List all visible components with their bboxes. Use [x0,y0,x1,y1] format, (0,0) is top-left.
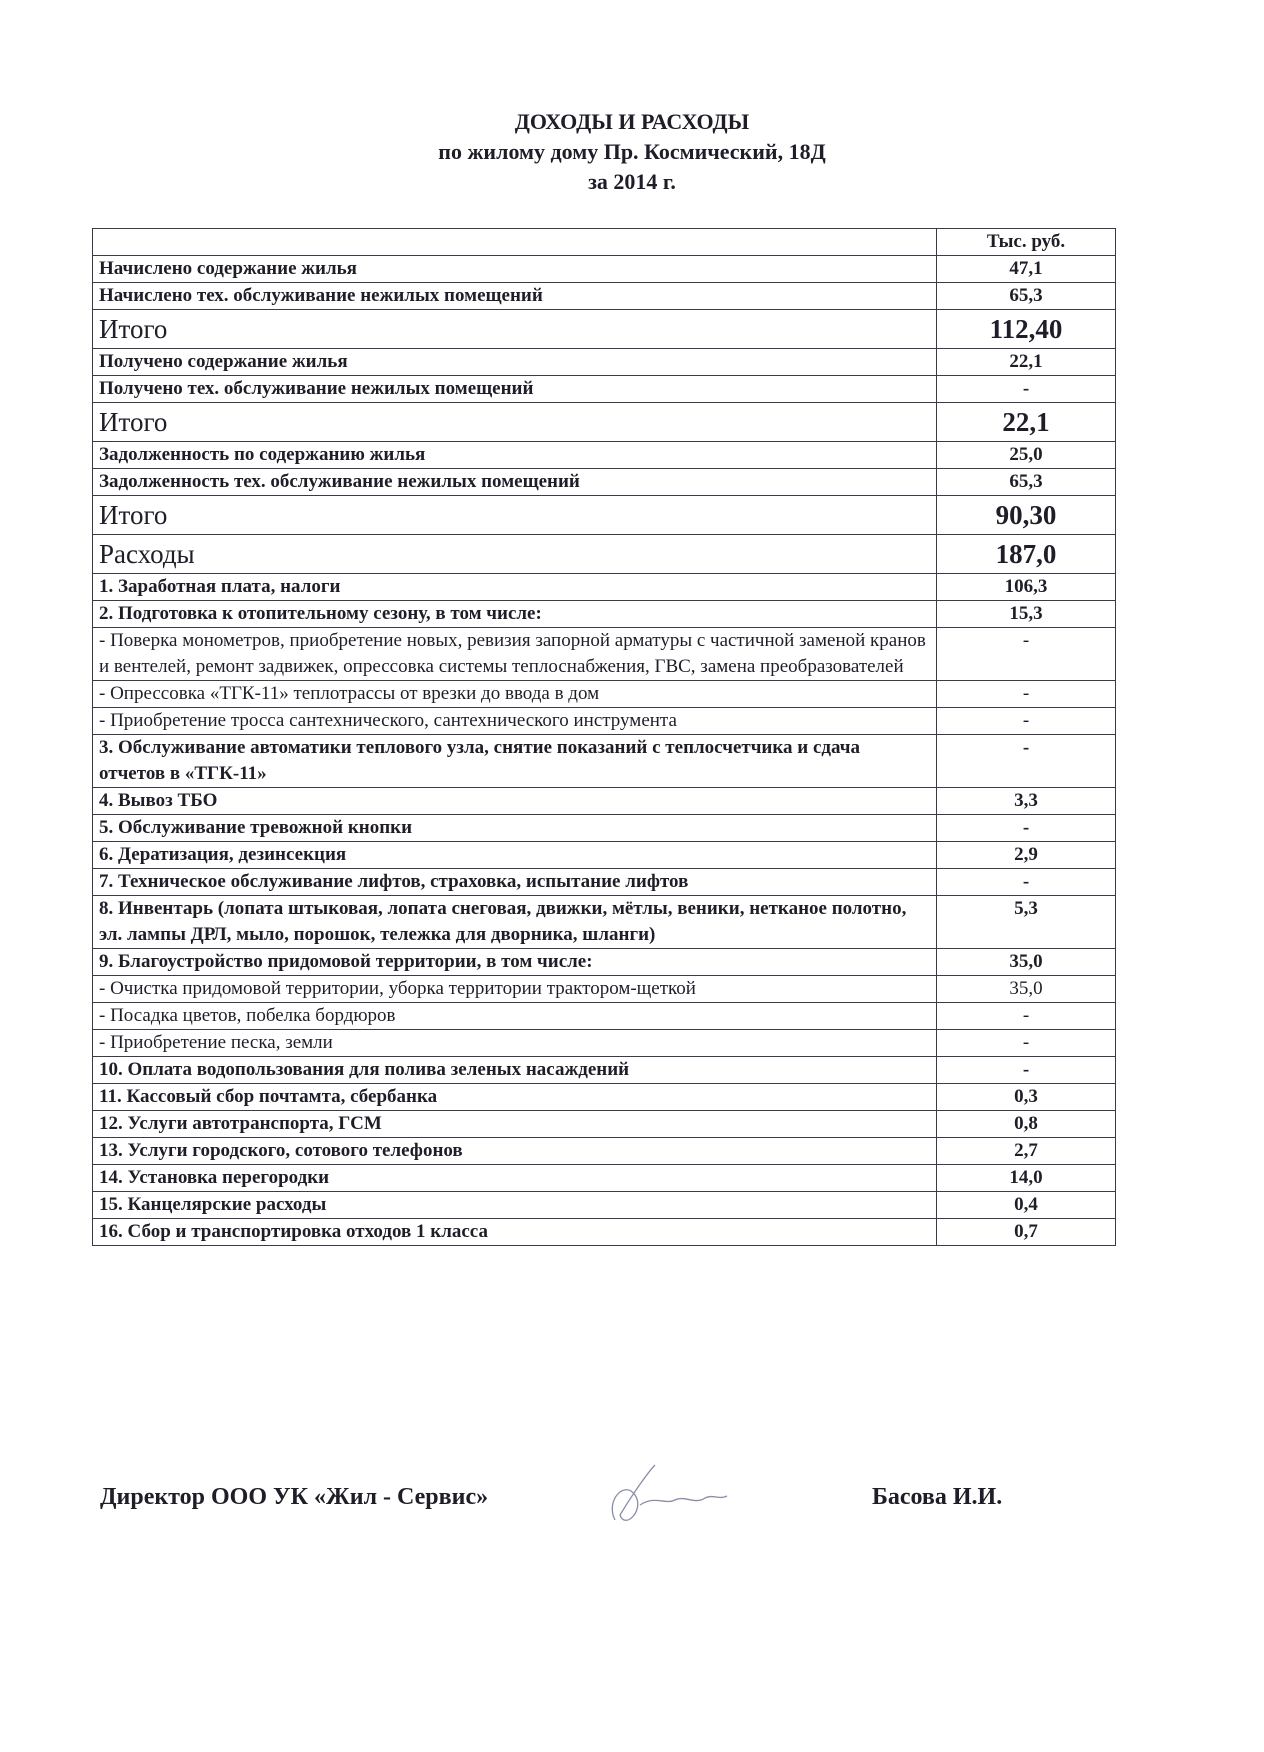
table-row [93,442,1116,469]
row-label: 6. Дератизация, дезинсекция [93,842,937,869]
table-row [93,1003,1116,1030]
table-row [93,574,1116,601]
row-label: Получено тех. обслуживание нежилых помещений [93,376,937,403]
row-value: - [937,1057,1116,1084]
table-row [93,1219,1116,1246]
row-label: Получено содержание жилья [93,349,937,376]
table-row [93,628,1116,681]
table-row [93,815,1116,842]
row-label: 16. Сбор и транспортировка отходов 1 класса [93,1219,937,1246]
row-label: 4. Вывоз ТБО [93,788,937,815]
row-label: - Приобретение песка, земли [93,1030,937,1057]
row-label: 2. Подготовка к отопительному сезону, в том числе: [93,601,937,628]
table-row [93,349,1116,376]
row-label: - Посадка цветов, побелка бордюров [93,1003,937,1030]
table-row [93,1084,1116,1111]
row-label: - Опрессовка «ТГК-11» теплотрассы от врезки до ввода в дом [93,681,937,708]
row-value: - [937,376,1116,403]
row-label: 11. Кассовый сбор почтамта, сбербанка [93,1084,937,1111]
row-value: 0,8 [937,1111,1116,1138]
table-row [93,601,1116,628]
table-row [93,788,1116,815]
table-row [93,1111,1116,1138]
table-row [93,535,1116,574]
row-value: 5,3 [937,896,1116,949]
row-value: 0,7 [937,1219,1116,1246]
table-row [93,283,1116,310]
row-value: - [937,1030,1116,1057]
row-label: 7. Техническое обслуживание лифтов, страховка, испытание лифтов [93,869,937,896]
table-row [93,896,1116,949]
row-value: 90,30 [937,496,1116,535]
table-row [93,1138,1116,1165]
row-label: Начислено содержание жилья [93,256,937,283]
income-expense-table [92,228,1116,1246]
row-label: 5. Обслуживание тревожной кнопки [93,815,937,842]
table-row [93,376,1116,403]
row-value: - [937,1003,1116,1030]
table-row [93,403,1116,442]
row-value: 15,3 [937,601,1116,628]
table-row [93,708,1116,735]
signatory-name: Басова И.И. [872,1484,1003,1510]
row-value: 187,0 [937,535,1116,574]
table-row [93,1165,1116,1192]
row-value: 22,1 [937,403,1116,442]
row-value: 3,3 [937,788,1116,815]
row-value: - [937,735,1116,788]
table-row [93,256,1116,283]
row-label: Расходы [93,535,937,574]
row-value: 47,1 [937,256,1116,283]
row-label: 1. Заработная плата, налоги [93,574,937,601]
table-row [93,842,1116,869]
row-label: 3. Обслуживание автоматики теплового узла, снятие показаний с теплосчетчика и сдача отчетов в «ТГК-11» [93,735,937,788]
row-label: - Очистка придомовой территории, уборка территории трактором-щеткой [93,976,937,1003]
document-subtitle: по жилому дому Пр. Космический, 18Д [438,139,826,164]
row-value: 2,7 [937,1138,1116,1165]
row-value: - [937,815,1116,842]
row-value: 0,4 [937,1192,1116,1219]
row-value: 25,0 [937,442,1116,469]
table-header-row [93,229,1116,256]
row-value: 14,0 [937,1165,1116,1192]
row-value: - [937,869,1116,896]
row-value: 35,0 [937,949,1116,976]
row-label: 13. Услуги городского, сотового телефонов [93,1138,937,1165]
row-value: - [937,628,1116,681]
row-label: - Приобретение тросса сантехнического, сантехнического инструмента [93,708,937,735]
row-value: 2,9 [937,842,1116,869]
header-label-cell [93,229,937,256]
row-label: 8. Инвентарь (лопата штыковая, лопата снеговая, движки, мётлы, веники, нетканое полотно, эл. лампы ДРЛ, мыло, порошок, тележка для дворника, шланги) [93,896,937,949]
document-title: ДОХОДЫ И РАСХОДЫ [514,109,750,134]
table-row [93,1057,1116,1084]
row-value: - [937,681,1116,708]
row-label: Задолженность по содержанию жилья [93,442,937,469]
table-row [93,869,1116,896]
table-row [93,496,1116,535]
table-row [93,735,1116,788]
table-row [93,310,1116,349]
unit-header: Тыс. руб. [937,229,1116,256]
table-row [93,949,1116,976]
row-value: 35,0 [937,976,1116,1003]
table-row [93,469,1116,496]
row-value: - [937,708,1116,735]
row-label: - Поверка монометров, приобретение новых, ревизия запорной арматуры с частичной заменой кранов и вентелей, ремонт задвижек, опрессовка системы теплоснабжения, ГВС, замена преобразователей [93,628,937,681]
signature-icon [595,1460,745,1540]
table-row [93,976,1116,1003]
row-label: Задолженность тех. обслуживание нежилых помещений [93,469,937,496]
row-label: 10. Оплата водопользования для полива зеленых насаждений [93,1057,937,1084]
row-label: 15. Канцелярские расходы [93,1192,937,1219]
row-label: Итого [93,403,937,442]
row-label: Начислено тех. обслуживание нежилых помещений [93,283,937,310]
document-period: за 2014 г. [588,169,676,194]
row-value: 112,40 [937,310,1116,349]
row-label: 12. Услуги автотранспорта, ГСМ [93,1111,937,1138]
row-value: 106,3 [937,574,1116,601]
row-label: Итого [93,310,937,349]
table-row [93,1030,1116,1057]
signatory-position: Директор ООО УК «Жил - Сервис» [100,1484,489,1510]
table-row [93,1192,1116,1219]
row-label: 14. Установка перегородки [93,1165,937,1192]
row-value: 65,3 [937,283,1116,310]
row-label: Итого [93,496,937,535]
row-value: 22,1 [937,349,1116,376]
row-value: 0,3 [937,1084,1116,1111]
table-row [93,681,1116,708]
row-label: 9. Благоустройство придомовой территории, в том числе: [93,949,937,976]
row-value: 65,3 [937,469,1116,496]
